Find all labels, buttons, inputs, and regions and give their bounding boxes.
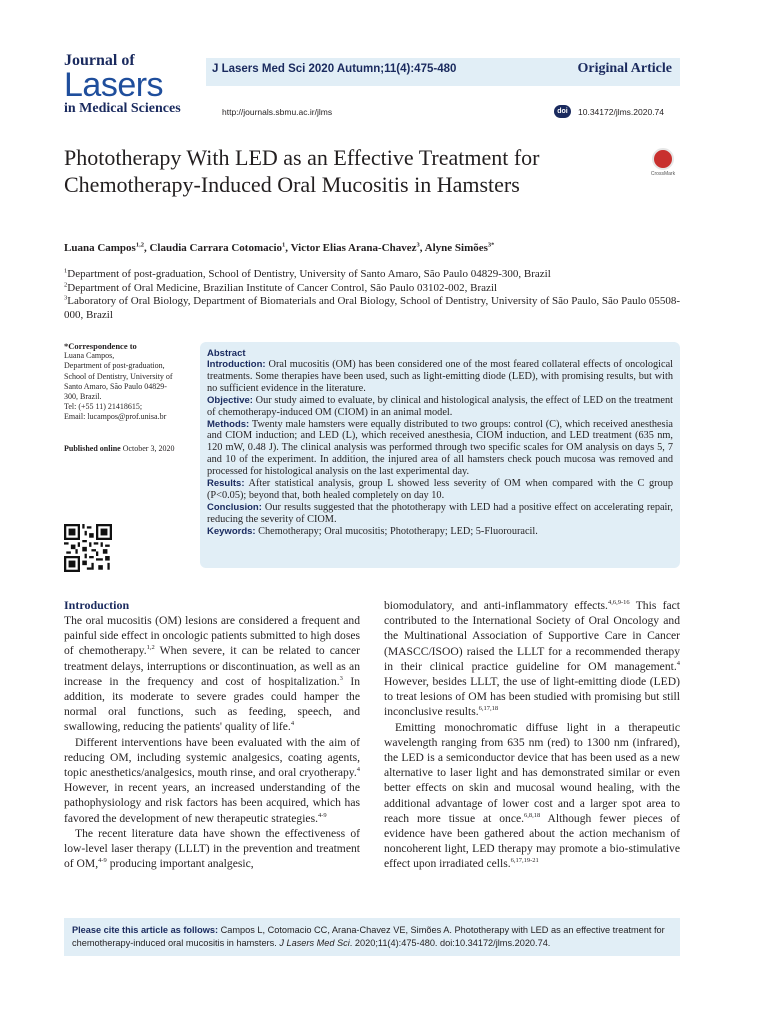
published-online: [64, 444, 190, 455]
journal-url-link[interactable]: http://journals.sbmu.ac.ir/jlms: [222, 107, 333, 117]
affiliation-text: Department of Oral Medicine, Brazilian Institute of Cancer Control, São Paulo 03102-002, Brazil: [67, 281, 498, 294]
correspondence-block: [64, 341, 190, 423]
body-text: However, besides LLLT, the use of light-emitting diode (LED) to treat lesions of OM has been studied with promising but still inconclusive results.: [384, 675, 680, 719]
author-sup: 3*: [487, 241, 495, 249]
abstract-introduction: [207, 359, 673, 395]
author-name: Victor Elias Arana-Chavez: [290, 242, 417, 254]
correspondence-heading: *Correspondence to: [64, 341, 137, 351]
correspondence-line: 300, Brazil.: [64, 392, 102, 402]
author-sup: 1,2: [135, 241, 144, 249]
abstract-text: Twenty male hamsters were equally distributed to two groups: control (C), which received anesthesia and CIOM induction; and LED (L), which received anesthesia, CIOM induction, and LED treatment (635 nm, 120 mW, 0.48 J). The clinical analysis was performed through two specific scales for OM analysis on days 5, 7 and 10 of the experiment. In addition, the injured area of all hamsters check pouch mucosa was removed and processed for histological analysis on the last experimental day.: [207, 418, 673, 478]
reference-sup: 6,17,18: [478, 705, 499, 713]
body-paragraph: [384, 720, 680, 872]
abstract-label: Results:: [207, 478, 245, 490]
abstract-keywords: [207, 526, 673, 538]
cite-this-article-box: [64, 918, 680, 956]
header-bar: [206, 58, 680, 86]
affiliations: [64, 268, 684, 322]
reference-sup: 1,2: [146, 644, 155, 652]
abstract-text: Chemotherapy; Oral mucositis; Phototherapy; LED; 5-Fluorouracil.: [255, 525, 538, 537]
body-text: Emitting monochromatic diffuse light in a therapeutic wavelength ranging from 635 nm (red) to 1300 nm (infrared), the LED is a semiconductor device that has been used as a new alternative to laser light and has demonstrated similar or even better effects on skin and mucosal wound healing, with the additional advantage of lower cost and a larger spot area to reach more tissue at once.: [384, 720, 680, 825]
abstract-text: Our results suggested that the phototherapy with LED had a positive effect on accelerating repair, reducing the severity of CIOM.: [207, 501, 673, 525]
crossmark-circle: [652, 148, 674, 170]
article-title: Phototherapy With LED as an Effective Treatment for Chemotherapy-Induced Oral Mucositis in Hamsters: [64, 145, 540, 197]
body-column-right: [384, 598, 680, 872]
affiliation-item: [64, 268, 684, 282]
body-paragraph: [64, 613, 360, 735]
logo-lasers-text: Lasers: [64, 66, 164, 104]
abstract-conclusion: [207, 502, 673, 526]
body-text: However, in recent years, an increased understanding of the pathophysiology and risk factors has been acquired, which has favored the development of new therapeutic strategies.: [64, 781, 360, 825]
body-text: Different interventions have been evaluated with the aim of reducing OM, including systemic analgesics, coating agents, topic anesthetics/analgesics, mouth rinse, and oral cryotherapy.: [64, 735, 360, 780]
reference-sup: 4-9: [318, 811, 327, 819]
correspondence-line: Luana Campos,: [64, 351, 115, 361]
cite-label: Please cite this article as follows:: [72, 925, 219, 935]
abstract-label: Conclusion:: [207, 501, 262, 513]
crossmark-icon[interactable]: [648, 148, 678, 184]
reference-sup: 4,6,9-16: [607, 599, 630, 607]
body-column-left: [64, 598, 360, 871]
reference-sup: 6,17,19-21: [510, 857, 539, 865]
body-text: When severe, it can be related to cancer treatment delays, interruptions or discontinuation, as well as an increase in the frequency and cost of hospitalization.: [64, 644, 361, 688]
abstract-label: Introduction:: [207, 359, 266, 370]
body-paragraph: [384, 598, 680, 720]
crossmark-label: CrossMark: [650, 171, 676, 177]
reference-sup: 4: [290, 720, 295, 728]
reference-sup: 4: [356, 766, 360, 774]
reference-sup: 4: [676, 659, 680, 667]
abstract-label: Methods:: [207, 418, 250, 430]
affiliation-item: [64, 282, 684, 296]
author-name: Alyne Simões: [424, 242, 488, 254]
reference-sup: 3: [339, 674, 343, 682]
affiliation-sup: 1: [64, 267, 68, 275]
article-type: Original Article: [577, 61, 672, 76]
abstract-box: [200, 342, 680, 568]
doi-icon: doi: [554, 105, 571, 118]
abstract-text: Oral mucositis (OM) has been considered one of the most feared collateral effects of oncological treatments. Some therapies have been used, such as light-emitting diode (LED), with promising results, but with no sufficient evidence in the literature.: [207, 359, 673, 394]
journal-logo: [64, 52, 214, 118]
qr-code-icon[interactable]: [64, 524, 112, 572]
reference-sup: 6,8,18: [524, 811, 541, 819]
body-text: Although fewer pieces of evidence have been gathered about the action mechanism of noncoherent light, LED therapy may promote a bio-stimulative effect upon irradiated cells.: [384, 811, 680, 871]
cite-journal: J Lasers Med Sci: [279, 937, 350, 948]
affiliation-text: Department of post-graduation, School of Dentistry, University of Santo Amaro, São Paulo 04829-300, Brazil: [67, 268, 551, 280]
reference-sup: 4-9: [98, 857, 107, 865]
body-paragraph: [64, 735, 360, 826]
body-text: biomodulatory, and anti-inflammatory effects.: [384, 599, 608, 612]
cite-text: . 2020;11(4):475-480. doi:10.34172/jlms.2020.74.: [349, 937, 551, 948]
logo-subtitle: in Medical Sciences: [64, 101, 181, 116]
correspondence-line: Department of post-graduation,: [64, 361, 165, 371]
published-date: October 3, 2020: [120, 444, 175, 453]
affiliation-text: Laboratory of Oral Biology, Department of Biomaterials and Oral Biology, School of Dentistry, University of São Paulo, São Paulo 05508-000, Brazil: [64, 295, 681, 321]
cite-text: Campos L, Cotomacio CC, Arana-Chavez VE, Simões A. Phototherapy with LED as an effective treatment for chemotherapy-induced oral mucositis in hamsters.: [72, 925, 665, 948]
published-label: Published online: [64, 444, 121, 453]
body-text: In addition, its moderate to severe grades could hamper the normal oral functions, such as feeding, speech, and swallowing, reducing the patients' quality of life.: [64, 674, 360, 734]
author-list: Luana Campos$^{1,2}$, Claudia Carrara Cotomacio$^1$, Victor Elias Arana-Chavez$^3$, Alyne Simões$^{3*}$: [64, 241, 495, 254]
body-text: The recent literature data have shown the effectiveness of low-level laser therapy (LLLT) in the prevention and treatment of OM,: [64, 826, 360, 871]
author-name: Luana Campos: [64, 242, 136, 254]
abstract-results: [207, 478, 673, 502]
abstract-title: Abstract: [207, 348, 246, 359]
abstract-methods: [207, 419, 673, 479]
body-paragraph: [64, 826, 360, 872]
logo-of-text: Journal of: [64, 52, 135, 69]
affiliation-item: [64, 295, 684, 322]
section-heading-introduction: Introduction: [64, 598, 130, 612]
correspondence-line: Santo Amaro, São Paulo 04829-: [64, 381, 167, 391]
abstract-label: Keywords:: [207, 525, 256, 537]
correspondence-line: Tel: (+55 11) 21418615;: [64, 402, 143, 412]
abstract-text: After statistical analysis, group L showed less severity of OM when compared with the C group (P<0.05); beyond that, both healed completely on day 10.: [207, 478, 673, 501]
author-sup: 3: [416, 241, 420, 249]
body-text: This fact contributed to the International Society of Oral Oncology and the Multinational Association of Supportive Care in Cancer (MASCC/ISOO) raised the LLLT for a recommended therapy in their clinical practice guideline for OM management.: [384, 599, 681, 673]
journal-citation: J Lasers Med Sci 2020 Autumn;11(4):475-480: [212, 63, 457, 75]
abstract-objective: [207, 395, 673, 419]
author-sup: 1: [282, 241, 286, 249]
abstract-text: Our study aimed to evaluate, by clinical and histological analysis, the effect of LED on the treatment of chemotherapy-induced OM (CIOM) in an animal model.: [207, 394, 673, 418]
correspondence-line: School of Dentistry, University of: [64, 371, 173, 381]
affiliation-sup: 2: [64, 280, 68, 288]
author-name: Claudia Carrara Cotomacio: [149, 242, 283, 254]
abstract-label: Objective:: [207, 394, 253, 406]
correspondence-email[interactable]: Email: lucampos@prof.unisa.br: [64, 412, 167, 422]
body-text: producing important analgesic,: [106, 857, 254, 871]
body-text: The oral mucositis (OM) lesions are considered a frequent and painful side effect in oncologic patients submitted to high doses of chemotherapy.: [64, 614, 360, 658]
affiliation-sup: 3: [64, 294, 68, 302]
doi-link[interactable]: 10.34172/jlms.2020.74: [578, 107, 665, 117]
